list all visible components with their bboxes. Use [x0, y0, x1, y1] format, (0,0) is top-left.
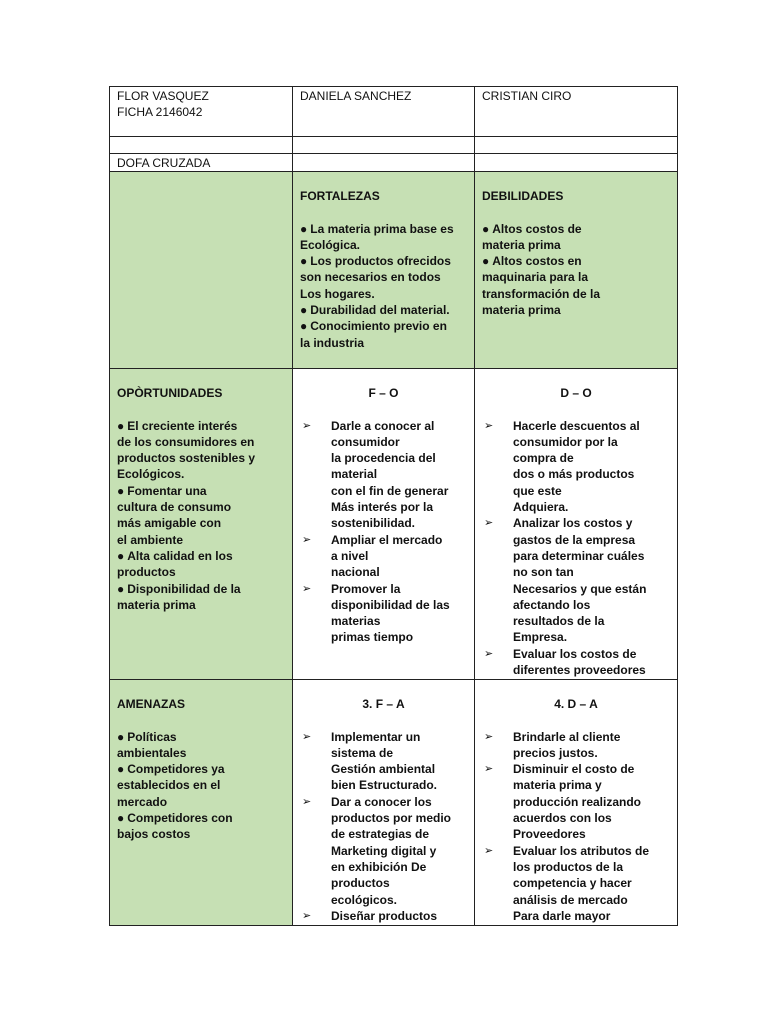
list-item-text: Ecológica. [300, 237, 361, 252]
list-item-text: Implementar un [331, 729, 421, 744]
list-item-text: análisis de mercado [513, 892, 628, 907]
empty-cell [110, 137, 293, 154]
list-item [300, 221, 467, 254]
list-item-text: bajos costos [117, 827, 191, 842]
da-cell [475, 680, 678, 926]
list-item-text: Fomentar una [127, 483, 207, 498]
list-item [300, 908, 467, 924]
list-item-text: consumidor por la [513, 434, 618, 449]
list-item-text: Disponibilidad de la [127, 581, 241, 596]
list-item-text: disponibilidad de las [331, 597, 450, 612]
list-item-text: materia prima [482, 237, 561, 252]
list-item-text: compra de [513, 451, 574, 466]
list-item-text: primas tiempo [331, 630, 414, 645]
arrow-bullet-icon: ➢ [484, 517, 494, 530]
list-item-text: de estrategias de [331, 827, 430, 842]
fortalezas-list [300, 221, 467, 351]
list-item-text: no son tan [513, 565, 574, 580]
fo-title: F – O [368, 386, 399, 401]
arrow-bullet-icon: ➢ [484, 730, 494, 743]
list-item-text: Para darle mayor [513, 908, 611, 923]
list-item [482, 843, 670, 924]
member2-name: DANIELA SANCHEZ [300, 89, 412, 103]
member2-cell [293, 87, 475, 137]
list-item-text: Ecológicos. [117, 467, 185, 482]
list-item [300, 729, 467, 794]
fa-cell [293, 680, 475, 926]
arrow-bullet-icon: ➢ [484, 647, 494, 660]
da-list [482, 729, 670, 925]
arrow-bullet-icon: ➢ [302, 533, 312, 546]
fo-list [300, 418, 467, 646]
fortalezas-title: FORTALEZAS [300, 189, 380, 204]
list-item-text: Más interés por la [331, 500, 434, 515]
list-item-text: la industria [300, 335, 365, 350]
list-item-text: competencia y hacer [513, 876, 632, 891]
list-item [300, 418, 467, 532]
dofa-title: DOFA CRUZADA [110, 154, 293, 172]
list-item-text: Proveedores [513, 827, 586, 842]
corner-cell [110, 172, 293, 369]
amenazas-list [117, 729, 285, 843]
list-item-text: ecológicos. [331, 892, 398, 907]
list-item-text: Altos costos en [492, 254, 582, 269]
member1-ficha: FICHA 2146042 [117, 105, 203, 120]
bullet-icon: ● [300, 254, 308, 269]
list-item-text: la procedencia del [331, 451, 436, 466]
list-item [300, 532, 467, 581]
list-item-text: Los productos ofrecidos [310, 254, 451, 269]
list-item-text: sistema de [331, 745, 394, 760]
list-item-text: Brindarle al cliente [513, 729, 621, 744]
list-item-text: para determinar cuáles [513, 548, 645, 563]
list-item-text: productos [117, 565, 176, 580]
list-item-text: cultura de consumo [117, 500, 232, 515]
list-item-text: productos [331, 876, 390, 891]
list-item-text: en exhibición De [331, 859, 427, 874]
list-item-text: Disminuir el costo de [513, 762, 635, 777]
list-item-text: materia prima [482, 303, 561, 318]
list-item-text: La materia prima base es [310, 221, 454, 236]
list-item [482, 729, 670, 762]
header-row [110, 87, 678, 137]
arrow-bullet-icon: ➢ [302, 419, 312, 432]
empty-row [110, 137, 678, 154]
bullet-icon: ● [117, 483, 125, 498]
list-item-text: Políticas [127, 729, 177, 744]
fo-cell [293, 369, 475, 680]
list-item-text: materia prima y [513, 778, 602, 793]
list-item-text: materias [331, 614, 381, 629]
debilidades-title: DEBILIDADES [482, 189, 564, 204]
list-item-text: diferentes proveedores [513, 663, 646, 678]
list-item-text: Gestión ambiental [331, 762, 436, 777]
list-item-text: productos sostenibles y [117, 451, 256, 466]
list-item-text: Promover la [331, 581, 401, 596]
list-item-text: Evaluar los costos de [513, 646, 637, 661]
amenazas-cell [110, 680, 293, 926]
dofa-table [109, 86, 678, 926]
list-item-text: Empresa. [513, 630, 568, 645]
list-item-text: Marketing digital y [331, 843, 437, 858]
list-item-text: Analizar los costos y [513, 516, 633, 531]
list-item-text: producción realizando [513, 794, 642, 809]
dofa-title-row [110, 154, 678, 172]
list-item [482, 515, 670, 645]
list-item [117, 729, 285, 762]
arrow-bullet-icon: ➢ [484, 763, 494, 776]
list-item-text: ambientales [117, 745, 187, 760]
list-item-text: sostenibilidad. [331, 516, 416, 531]
do-title: D – O [560, 386, 592, 401]
list-item [117, 810, 285, 843]
list-item-text: que este [513, 483, 562, 498]
bullet-icon: ● [482, 221, 490, 236]
member1-name: FLOR VASQUEZ [117, 89, 209, 103]
list-item [117, 761, 285, 810]
list-item-text: material [331, 467, 378, 482]
list-item [482, 418, 670, 516]
list-item-text: con el fin de generar [331, 483, 449, 498]
bullet-icon: ● [300, 303, 308, 318]
do-list [482, 418, 670, 679]
list-item-text: a nivel [331, 548, 369, 563]
list-item-text: Dar a conocer los [331, 794, 432, 809]
bullet-icon: ● [117, 548, 125, 563]
arrow-bullet-icon: ➢ [484, 419, 494, 432]
arrow-bullet-icon: ➢ [302, 730, 312, 743]
list-item-text: Competidores con [127, 811, 233, 826]
list-item [300, 794, 467, 908]
oportunidades-cell [110, 369, 293, 680]
list-item-text: dos o más productos [513, 467, 635, 482]
list-item-text: materia prima [117, 597, 196, 612]
list-item-text: más amigable con [117, 516, 222, 531]
empty-cell [293, 154, 475, 172]
list-item-text: el ambiente [117, 532, 184, 547]
fa-title: 3. F – A [362, 697, 405, 712]
bullet-icon: ● [300, 221, 308, 236]
list-item-text: mercado [117, 794, 168, 809]
list-item-text: Necesarios y que están [513, 581, 647, 596]
fa-list [300, 729, 467, 925]
list-item-text: Adquiera. [513, 500, 569, 515]
list-item-text: Altos costos de [492, 221, 582, 236]
list-item-text: los productos de la [513, 859, 624, 874]
fortalezas-cell [293, 172, 475, 369]
list-item [300, 302, 467, 318]
list-item-text: Alta calidad en los [127, 548, 233, 563]
list-item [482, 221, 670, 254]
bullet-icon: ● [117, 729, 125, 744]
amenazas-title: AMENAZAS [117, 697, 185, 712]
arrow-bullet-icon: ➢ [484, 844, 494, 857]
list-item [117, 483, 285, 548]
list-item-text: resultados de la [513, 614, 605, 629]
list-item [300, 581, 467, 646]
list-item-text: consumidor [331, 434, 400, 449]
da-title: 4. D – A [554, 697, 598, 712]
bullet-icon: ● [482, 254, 490, 269]
list-item-text: establecidos en el [117, 778, 221, 793]
list-item-text: productos por medio [331, 811, 451, 826]
list-item-text: Competidores ya [127, 762, 225, 777]
list-item [482, 646, 670, 679]
do-cell [475, 369, 678, 680]
oportunidades-row [110, 369, 678, 680]
list-item-text: Conocimiento previo en [310, 319, 447, 334]
list-item-text: Ampliar el mercado [331, 532, 443, 547]
member1-cell [110, 87, 293, 137]
list-item [300, 318, 467, 351]
debilidades-list [482, 221, 670, 319]
list-item-text: Diseñar productos [331, 908, 438, 923]
fd-row [110, 172, 678, 369]
bullet-icon: ● [117, 762, 125, 777]
list-item [117, 548, 285, 581]
arrow-bullet-icon: ➢ [302, 795, 312, 808]
list-item [117, 581, 285, 614]
member3-cell [475, 87, 678, 137]
empty-cell [475, 137, 678, 154]
member3-name: CRISTIAN CIRO [482, 89, 572, 103]
list-item-text: Durabilidad del material. [310, 303, 450, 318]
list-item-text: El creciente interés [127, 418, 238, 433]
list-item [300, 253, 467, 302]
list-item-text: nacional [331, 565, 380, 580]
bullet-icon: ● [117, 811, 125, 826]
list-item [117, 418, 285, 483]
arrow-bullet-icon: ➢ [302, 909, 312, 922]
list-item-text: son necesarios en todos [300, 270, 441, 285]
amenazas-row [110, 680, 678, 926]
list-item-text: Darle a conocer al [331, 418, 435, 433]
list-item-text: precios justos. [513, 745, 598, 760]
list-item-text: transformación de la [482, 286, 601, 301]
list-item-text: de los consumidores en [117, 434, 255, 449]
empty-cell [293, 137, 475, 154]
list-item-text: Hacerle descuentos al [513, 418, 640, 433]
bullet-icon: ● [300, 319, 308, 334]
list-item-text: bien Estructurado. [331, 778, 438, 793]
list-item-text: maquinaria para la [482, 270, 589, 285]
list-item-text: afectando los [513, 597, 591, 612]
list-item-text: Evaluar los atributos de [513, 843, 650, 858]
list-item-text: Los hogares. [300, 286, 375, 301]
debilidades-cell [475, 172, 678, 369]
list-item-text: acuerdos con los [513, 811, 612, 826]
list-item [482, 253, 670, 318]
bullet-icon: ● [117, 418, 125, 433]
list-item [482, 761, 670, 842]
oportunidades-title: OPÒRTUNIDADES [117, 386, 223, 401]
oportunidades-list [117, 418, 285, 614]
empty-cell [475, 154, 678, 172]
bullet-icon: ● [117, 581, 125, 596]
arrow-bullet-icon: ➢ [302, 582, 312, 595]
list-item-text: gastos de la empresa [513, 532, 636, 547]
